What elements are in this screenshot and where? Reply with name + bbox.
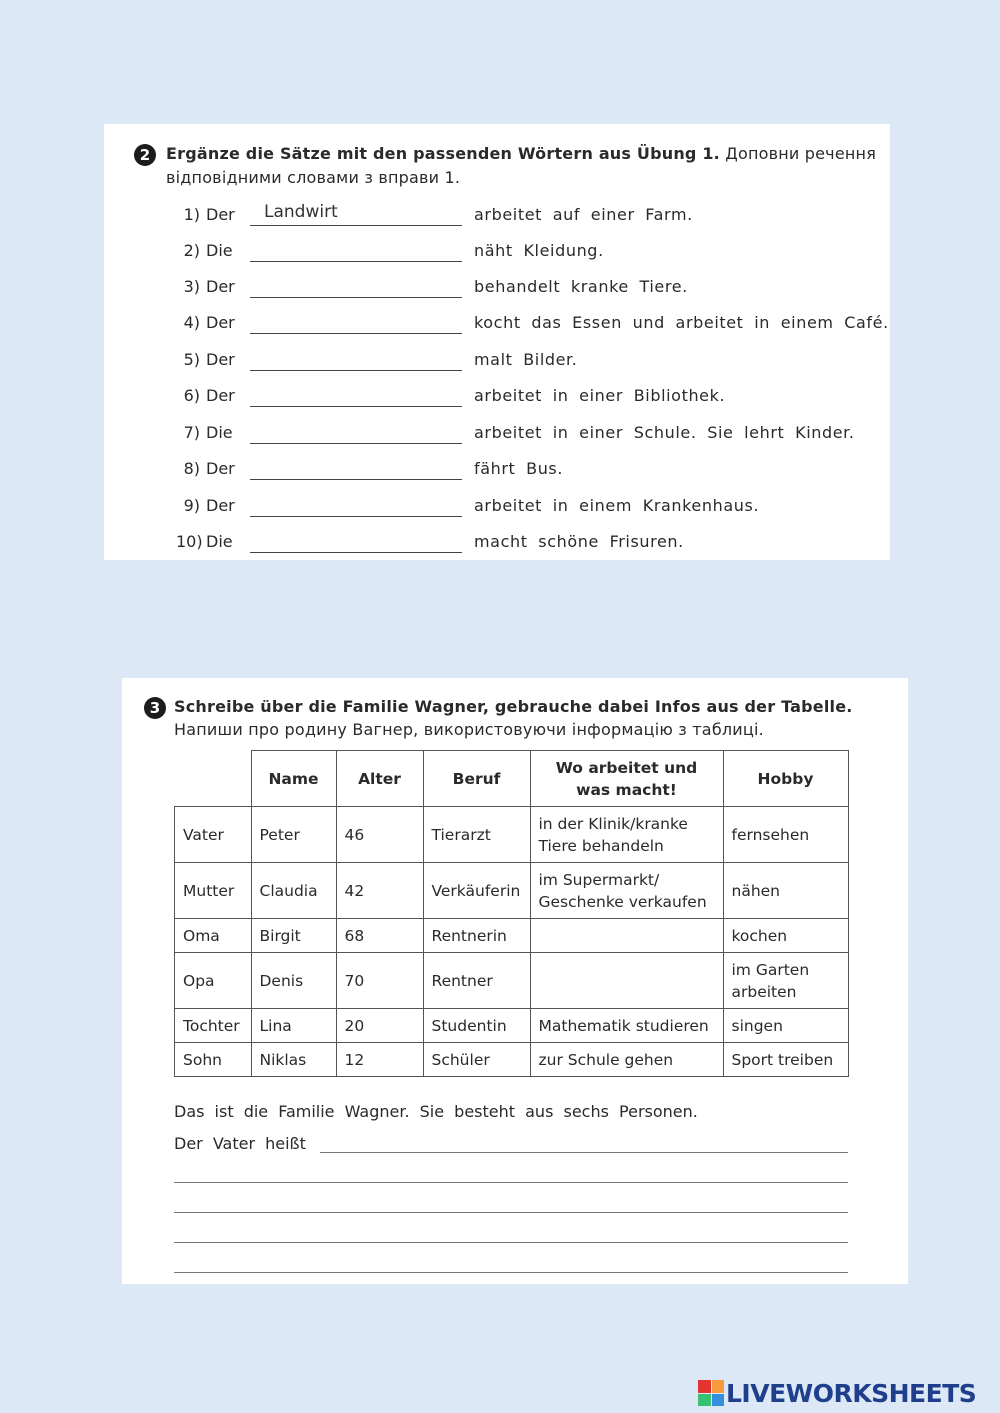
item-article: Der [206, 496, 235, 515]
logo-text: LIVEWORKSHEETS [726, 1378, 977, 1408]
sentence-item [176, 240, 604, 262]
table-cell: Studentin [423, 1009, 530, 1043]
table-cell: Rentnerin [423, 919, 530, 953]
exercise-number-badge: 2 [134, 144, 156, 166]
sentence-item [176, 349, 577, 371]
table-cell: in der Klinik/kranke Tiere behandeln [530, 807, 723, 863]
item-number: 4) [183, 313, 200, 332]
exercise-2-title-uk-part1: Доповни речення [725, 144, 877, 163]
item-article: Der [206, 350, 235, 369]
table-cell: Rentner [423, 953, 530, 1009]
answer-blank[interactable] [250, 202, 462, 226]
writing-line[interactable] [174, 1212, 848, 1213]
exercise-3-title-de: Schreibe über die Familie Wagner, gebrauche dabei Infos aus der Tabelle. [174, 697, 853, 716]
exercise-2-card [104, 124, 890, 560]
item-article: Die [206, 423, 233, 442]
table-row [175, 863, 849, 919]
writing-line[interactable] [174, 1272, 848, 1273]
exercise-3-card [122, 678, 908, 1284]
item-rest: fährt Bus. [474, 459, 564, 478]
table-corner [175, 751, 252, 807]
item-number: 5) [183, 350, 200, 369]
table-cell: 68 [336, 919, 423, 953]
table-cell: Mutter [175, 863, 252, 919]
table-row [175, 953, 849, 1009]
item-number: 10) [176, 532, 203, 551]
table-cell: Sohn [175, 1043, 252, 1077]
item-rest: arbeitet in einer Schule. Sie lehrt Kinder. [474, 423, 855, 442]
table-header: Name [251, 751, 336, 807]
table-cell: Vater [175, 807, 252, 863]
answer-blank[interactable] [250, 461, 462, 480]
item-rest: arbeitet in einem Krankenhaus. [474, 496, 760, 515]
table-cell: Schüler [423, 1043, 530, 1077]
item-article: Der [206, 386, 235, 405]
exercise-2-title-de: Ergänze die Sätze mit den passenden Wörtern aus Übung 1. [166, 144, 720, 163]
table-cell: Oma [175, 919, 252, 953]
answer-blank[interactable] [250, 498, 462, 517]
writing-line[interactable] [320, 1152, 848, 1153]
table-row [175, 807, 849, 863]
sentence-item [176, 495, 759, 517]
table-header: Hobby [723, 751, 848, 807]
sentence-item [176, 204, 693, 226]
exercise-3-title-uk: Напиши про родину Вагнер, використовуючи інформацію з таблиці. [174, 720, 764, 739]
item-article: Die [206, 532, 233, 551]
sentence-item [176, 422, 855, 444]
item-rest: näht Kleidung. [474, 241, 604, 260]
table-cell: kochen [723, 919, 848, 953]
table-cell: 20 [336, 1009, 423, 1043]
exercise-2-title-uk-part2: відповідними словами з вправи 1. [166, 168, 461, 187]
table-cell: Opa [175, 953, 252, 1009]
table-cell: 42 [336, 863, 423, 919]
item-rest: arbeitet auf einer Farm. [474, 205, 693, 224]
sentence-item [176, 458, 563, 480]
item-number: 2) [183, 241, 200, 260]
item-number: 9) [183, 496, 200, 515]
answer-blank[interactable] [250, 534, 462, 553]
table-cell: im Garten arbeiten [723, 953, 848, 1009]
table-cell: zur Schule gehen [530, 1043, 723, 1077]
writing-line[interactable] [174, 1242, 848, 1243]
answer-blank[interactable] [250, 425, 462, 444]
liveworksheets-logo [698, 1378, 976, 1408]
writing-line[interactable] [174, 1182, 848, 1183]
item-article: Der [206, 277, 235, 296]
text-line-1: Das ist die Familie Wagner. Sie besteht aus sechs Personen. [174, 1102, 698, 1121]
sentence-item [176, 531, 684, 553]
exercise-number-badge: 3 [144, 697, 166, 719]
table-cell: fernsehen [723, 807, 848, 863]
sentence-item [176, 276, 688, 298]
item-number: 8) [183, 459, 200, 478]
item-number: 7) [183, 423, 200, 442]
sentence-item [176, 312, 889, 334]
table-cell: 46 [336, 807, 423, 863]
table-cell: 12 [336, 1043, 423, 1077]
table-cell [530, 919, 723, 953]
item-article: Die [206, 241, 233, 260]
table-cell: Tierarzt [423, 807, 530, 863]
table-cell: Mathematik studieren [530, 1009, 723, 1043]
item-number: 3) [183, 277, 200, 296]
item-article: Der [206, 459, 235, 478]
table-header: Alter [336, 751, 423, 807]
item-rest: macht schöne Frisuren. [474, 532, 684, 551]
exercise-2-heading [166, 144, 876, 163]
answer-text: Landwirt [264, 202, 338, 222]
family-table [174, 750, 849, 1077]
table-cell: Niklas [251, 1043, 336, 1077]
answer-blank[interactable] [250, 388, 462, 407]
sentence-item [176, 385, 725, 407]
item-article: Der [206, 313, 235, 332]
item-rest: malt Bilder. [474, 350, 578, 369]
item-article: Der [206, 205, 235, 224]
table-cell: Tochter [175, 1009, 252, 1043]
answer-blank[interactable] [250, 352, 462, 371]
table-header: Wo arbeitet und was macht! [530, 751, 723, 807]
table-cell: Claudia [251, 863, 336, 919]
item-rest: arbeitet in einer Bibliothek. [474, 386, 726, 405]
table-cell: Birgit [251, 919, 336, 953]
table-cell: Denis [251, 953, 336, 1009]
table-row [175, 1043, 849, 1077]
item-rest: behandelt kranke Tiere. [474, 277, 688, 296]
table-row [175, 919, 849, 953]
table-row [175, 1009, 849, 1043]
table-header: Beruf [423, 751, 530, 807]
item-number: 6) [183, 386, 200, 405]
item-rest: kocht das Essen und arbeitet in einem Café. [474, 313, 889, 332]
table-cell: nähen [723, 863, 848, 919]
answer-blank[interactable] [250, 279, 462, 298]
table-cell [530, 953, 723, 1009]
text-line-2: Der Vater heißt [174, 1134, 306, 1153]
table-cell: Peter [251, 807, 336, 863]
item-number: 1) [183, 205, 200, 224]
logo-mark-icon [698, 1380, 724, 1406]
table-cell: singen [723, 1009, 848, 1043]
answer-blank[interactable] [250, 315, 462, 334]
table-cell: 70 [336, 953, 423, 1009]
answer-blank[interactable] [250, 243, 462, 262]
table-cell: Verkäuferin [423, 863, 530, 919]
table-cell: im Supermarkt/ Geschenke verkaufen [530, 863, 723, 919]
table-cell: Lina [251, 1009, 336, 1043]
table-cell: Sport treiben [723, 1043, 848, 1077]
